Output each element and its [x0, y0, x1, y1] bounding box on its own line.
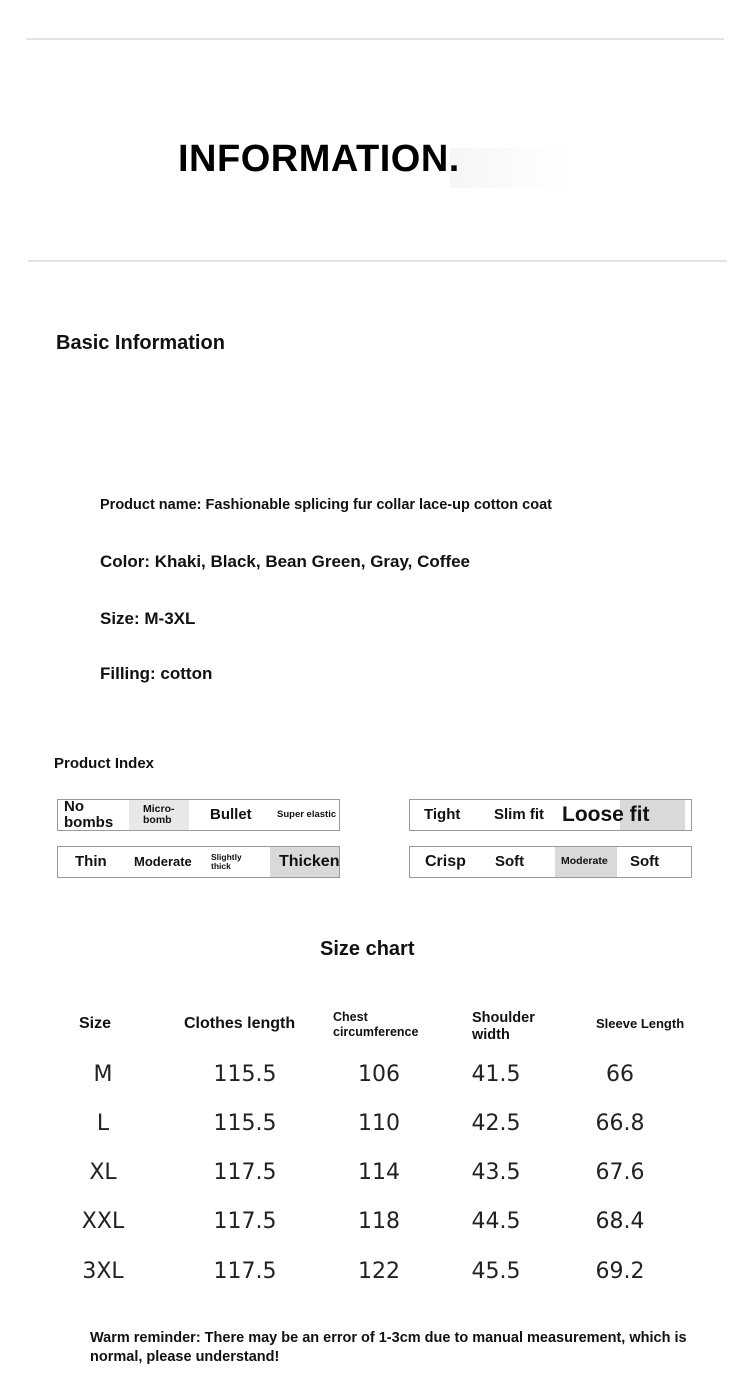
fit-slim: Slim fit	[494, 806, 545, 824]
sleeve-cell: 67.6	[595, 1160, 645, 1185]
clothes-length-cell: 117.5	[213, 1259, 277, 1284]
sleeve-cell: 69.2	[595, 1259, 645, 1284]
product-name: Product name: Fashionable splicing fur collar lace-up cotton coat	[100, 497, 552, 513]
elasticity-super-elastic: Super elastic	[277, 809, 337, 821]
softness-scale	[409, 846, 692, 878]
size-chart-heading: Size chart	[320, 938, 415, 960]
softness-crisp: Crisp	[425, 852, 466, 870]
sleeve-cell: 68.4	[595, 1209, 645, 1234]
fit-loose: Loose fit	[562, 802, 650, 826]
thickness-scale	[57, 846, 340, 878]
chest-cell: 122	[358, 1259, 400, 1284]
elasticity-micro-bomb: Micro-bomb	[143, 802, 175, 826]
softness-soft-2: Soft	[630, 853, 660, 871]
product-filling: Filling: cotton	[100, 664, 213, 683]
shoulder-cell: 45.5	[471, 1259, 521, 1284]
warm-reminder: Warm reminder: There may be an error of 1-3cm due to manual measurement, which is normal, please understand!	[90, 1330, 687, 1365]
shoulder-cell: 42.5	[471, 1111, 521, 1136]
title-divider	[28, 260, 727, 262]
elasticity-no-bombs: No bombs	[64, 798, 114, 831]
top-divider	[26, 38, 724, 40]
col-header-sleeve: Sleeve Length	[596, 1016, 685, 1031]
page-title: INFORMATION.	[178, 138, 460, 180]
sleeve-cell: 66.8	[595, 1111, 645, 1136]
col-header-chest: Chest circumference	[333, 1010, 419, 1039]
title-shade	[450, 148, 570, 188]
fit-tight: Tight	[424, 806, 461, 824]
shoulder-cell: 44.5	[471, 1209, 521, 1234]
clothes-length-cell: 117.5	[213, 1209, 277, 1234]
thickness-slightly-thick: Slightly thick	[211, 852, 242, 871]
col-header-size: Size	[79, 1015, 112, 1032]
product-color: Color: Khaki, Black, Bean Green, Gray, Coffee	[100, 552, 471, 571]
chest-cell: 118	[358, 1209, 400, 1234]
col-header-shoulder: Shoulder width	[472, 1010, 535, 1044]
clothes-length-cell: 115.5	[213, 1111, 277, 1136]
chest-cell: 106	[358, 1062, 400, 1087]
sleeve-cell: 66	[606, 1062, 634, 1087]
softness-soft: Soft	[495, 853, 525, 871]
col-header-clothes-length: Clothes length	[184, 1015, 296, 1032]
shoulder-cell: 41.5	[471, 1062, 521, 1087]
basic-info-heading: Basic Information	[56, 332, 225, 354]
clothes-length-cell: 117.5	[213, 1160, 277, 1185]
product-index-heading: Product Index	[54, 755, 155, 772]
elasticity-scale	[57, 799, 340, 831]
size-cell: XL	[89, 1160, 117, 1185]
thickness-moderate: Moderate	[134, 854, 192, 870]
size-cell: M	[93, 1062, 113, 1087]
elasticity-bullet: Bullet	[210, 806, 252, 824]
thickness-thicken: Thicken	[279, 852, 340, 870]
size-cell: L	[96, 1111, 110, 1136]
fit-scale	[409, 799, 692, 831]
size-cell: XXL	[81, 1209, 125, 1234]
shoulder-cell: 43.5	[471, 1160, 521, 1185]
softness-moderate: Moderate	[561, 855, 608, 868]
thickness-thin: Thin	[75, 853, 107, 871]
size-cell: 3XL	[82, 1259, 124, 1284]
product-size: Size: M-3XL	[100, 609, 196, 628]
chest-cell: 114	[358, 1160, 400, 1185]
clothes-length-cell: 115.5	[213, 1062, 277, 1087]
chest-cell: 110	[358, 1111, 400, 1136]
